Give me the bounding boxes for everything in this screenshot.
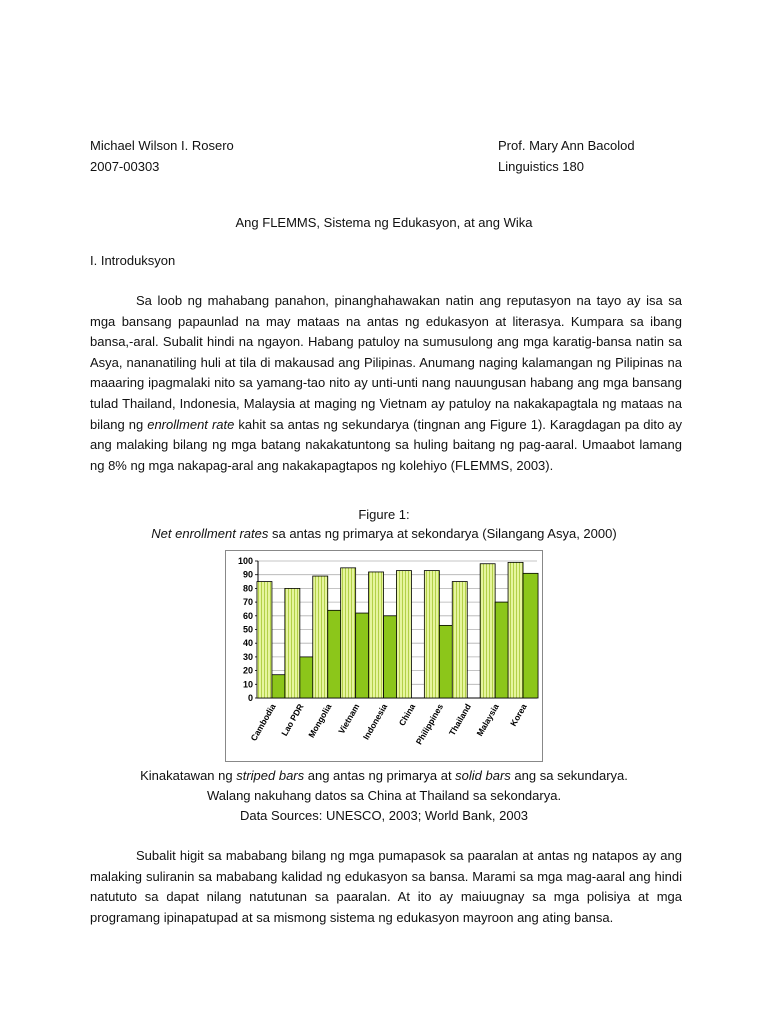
bar-primary-korea <box>508 562 523 698</box>
figure-label: Figure 1: <box>358 507 410 522</box>
y-tick-label: 100 <box>237 556 253 566</box>
y-tick-label: 90 <box>242 569 253 580</box>
bar-primary-philippines <box>424 571 439 698</box>
y-tick-label: 0 <box>247 693 253 703</box>
bar-primary-china <box>396 571 411 698</box>
course-name: Linguistics 180 <box>498 159 584 174</box>
x-tick-label: Cambodia <box>248 702 278 743</box>
y-tick-label: 50 <box>242 624 253 635</box>
x-tick-label: Philippines <box>413 702 446 747</box>
caption-part-d: solid bars <box>455 768 511 783</box>
student-id: 2007-00303 <box>90 159 160 174</box>
caption-part-e: ang sa sekundarya. <box>510 768 628 783</box>
bar-primary-mongolia <box>313 576 328 698</box>
x-tick-label: Thailand <box>446 702 473 738</box>
bar-secondary-korea <box>523 573 538 698</box>
x-tick-label: China <box>396 702 418 728</box>
bar-primary-lao-pdr <box>285 588 300 698</box>
bar-primary-malaysia <box>480 564 495 698</box>
y-tick-label: 60 <box>242 610 253 621</box>
author-name: Michael Wilson I. Rosero <box>90 138 234 153</box>
paragraph-intro <box>90 291 682 476</box>
figure-caption-1 <box>0 766 768 785</box>
figure-title <box>0 526 768 541</box>
y-tick-label: 40 <box>242 638 253 649</box>
bar-primary-indonesia <box>369 572 384 698</box>
figure-caption-3: Data Sources: UNESCO, 2003; World Bank, 2003 <box>239 808 529 823</box>
paragraph-second-text: Subalit higit sa mababang bilang ng mga pumapasok sa paaralan at antas ng natapos ay ang malaking suliranin sa mababang kalidad ng edukasyon sa bansa. Marami sa mga mag-aaral ang hindi natututo sa dapat nilang natutunan sa paaralan. At ito ay maiuugnay sa mga polisiya at mga programang ipinapatupad at sa mismong sistema ng edukasyon mayroon ang ating bansa. <box>90 848 682 925</box>
professor-name: Prof. Mary Ann Bacolod <box>498 138 635 153</box>
paragraph-intro-part2: kahit sa antas ng sekundarya (tingnan ang Figure 1). Karagdagan pa dito ay ang malaking bilang ng mga batang nakakatuntong sa huling baitang ng pag-aaral. Umaabot lamang ng 8% ng mga nakapag-aral ang nakakapagtapos ng kolehiyo (FLEMMS, 2003). <box>90 416 682 473</box>
caption-part-c: ang antas ng primarya at <box>304 768 456 783</box>
bar-primary-thailand <box>452 582 467 698</box>
enrollment-chart-svg <box>225 550 543 762</box>
document-title: Ang FLEMMS, Sistema ng Edukasyon, at ang Wika <box>235 215 533 230</box>
y-tick-label: 70 <box>242 597 253 608</box>
paragraph-intro-part1: Sa loob ng mahabang panahon, pinanghahawakan natin ang reputasyon na tayo ay isa sa mga bansang papaunlad na may mataas na antas ng edukasyon at literasya. Kumpara sa ibang bansa,-aral. Subalit hindi na ngayon. Habang patuloy na sumusulong ang mga karatig-bansa natin sa Asya, nananatiling huli at tila di makausad ang Pilipinas. Anumang naging kalamangan ng Pilipinas na maaaring ipagmalaki nito sa yamang-tao nito ay unti-unti nang nauungusan habang ang mga bansang tulad Thailand, Indonesia, Malaysia at maging ng Vietnam ay patuloy na nakakapagtala ng mataas na bilang ng <box>90 293 682 432</box>
caption-part-a: Kinakatawan ng <box>140 768 237 783</box>
figure-title-italic: Net enrollment rates <box>151 526 269 541</box>
paragraph-intro-italic: enrollment rate <box>147 416 235 432</box>
x-tick-label: Indonesia <box>360 702 390 742</box>
caption-part-b: striped bars <box>236 768 305 783</box>
paragraph-second <box>90 846 682 928</box>
y-tick-label: 30 <box>242 651 253 662</box>
y-tick-label: 80 <box>242 583 253 594</box>
section-heading: I. Introduksyon <box>90 253 176 268</box>
x-tick-label: Lao PDR <box>279 702 306 738</box>
figure-title-rest: sa antas ng primarya at sekondarya (Silangang Asya, 2000) <box>268 526 617 541</box>
figure-caption-2: Walang nakuhang datos sa China at Thailand sa sekondarya. <box>206 788 562 803</box>
x-tick-label: Korea <box>508 702 529 728</box>
x-tick-label: Vietnam <box>336 702 362 736</box>
course-block <box>498 135 635 177</box>
bar-primary-vietnam <box>341 568 356 698</box>
x-tick-label: Malaysia <box>474 702 501 738</box>
y-tick-label: 10 <box>242 679 253 690</box>
x-tick-label: Mongolia <box>306 702 334 740</box>
enrollment-chart <box>225 550 543 762</box>
bar-primary-cambodia <box>257 582 272 698</box>
y-tick-label: 20 <box>242 665 253 676</box>
author-block <box>90 135 234 177</box>
